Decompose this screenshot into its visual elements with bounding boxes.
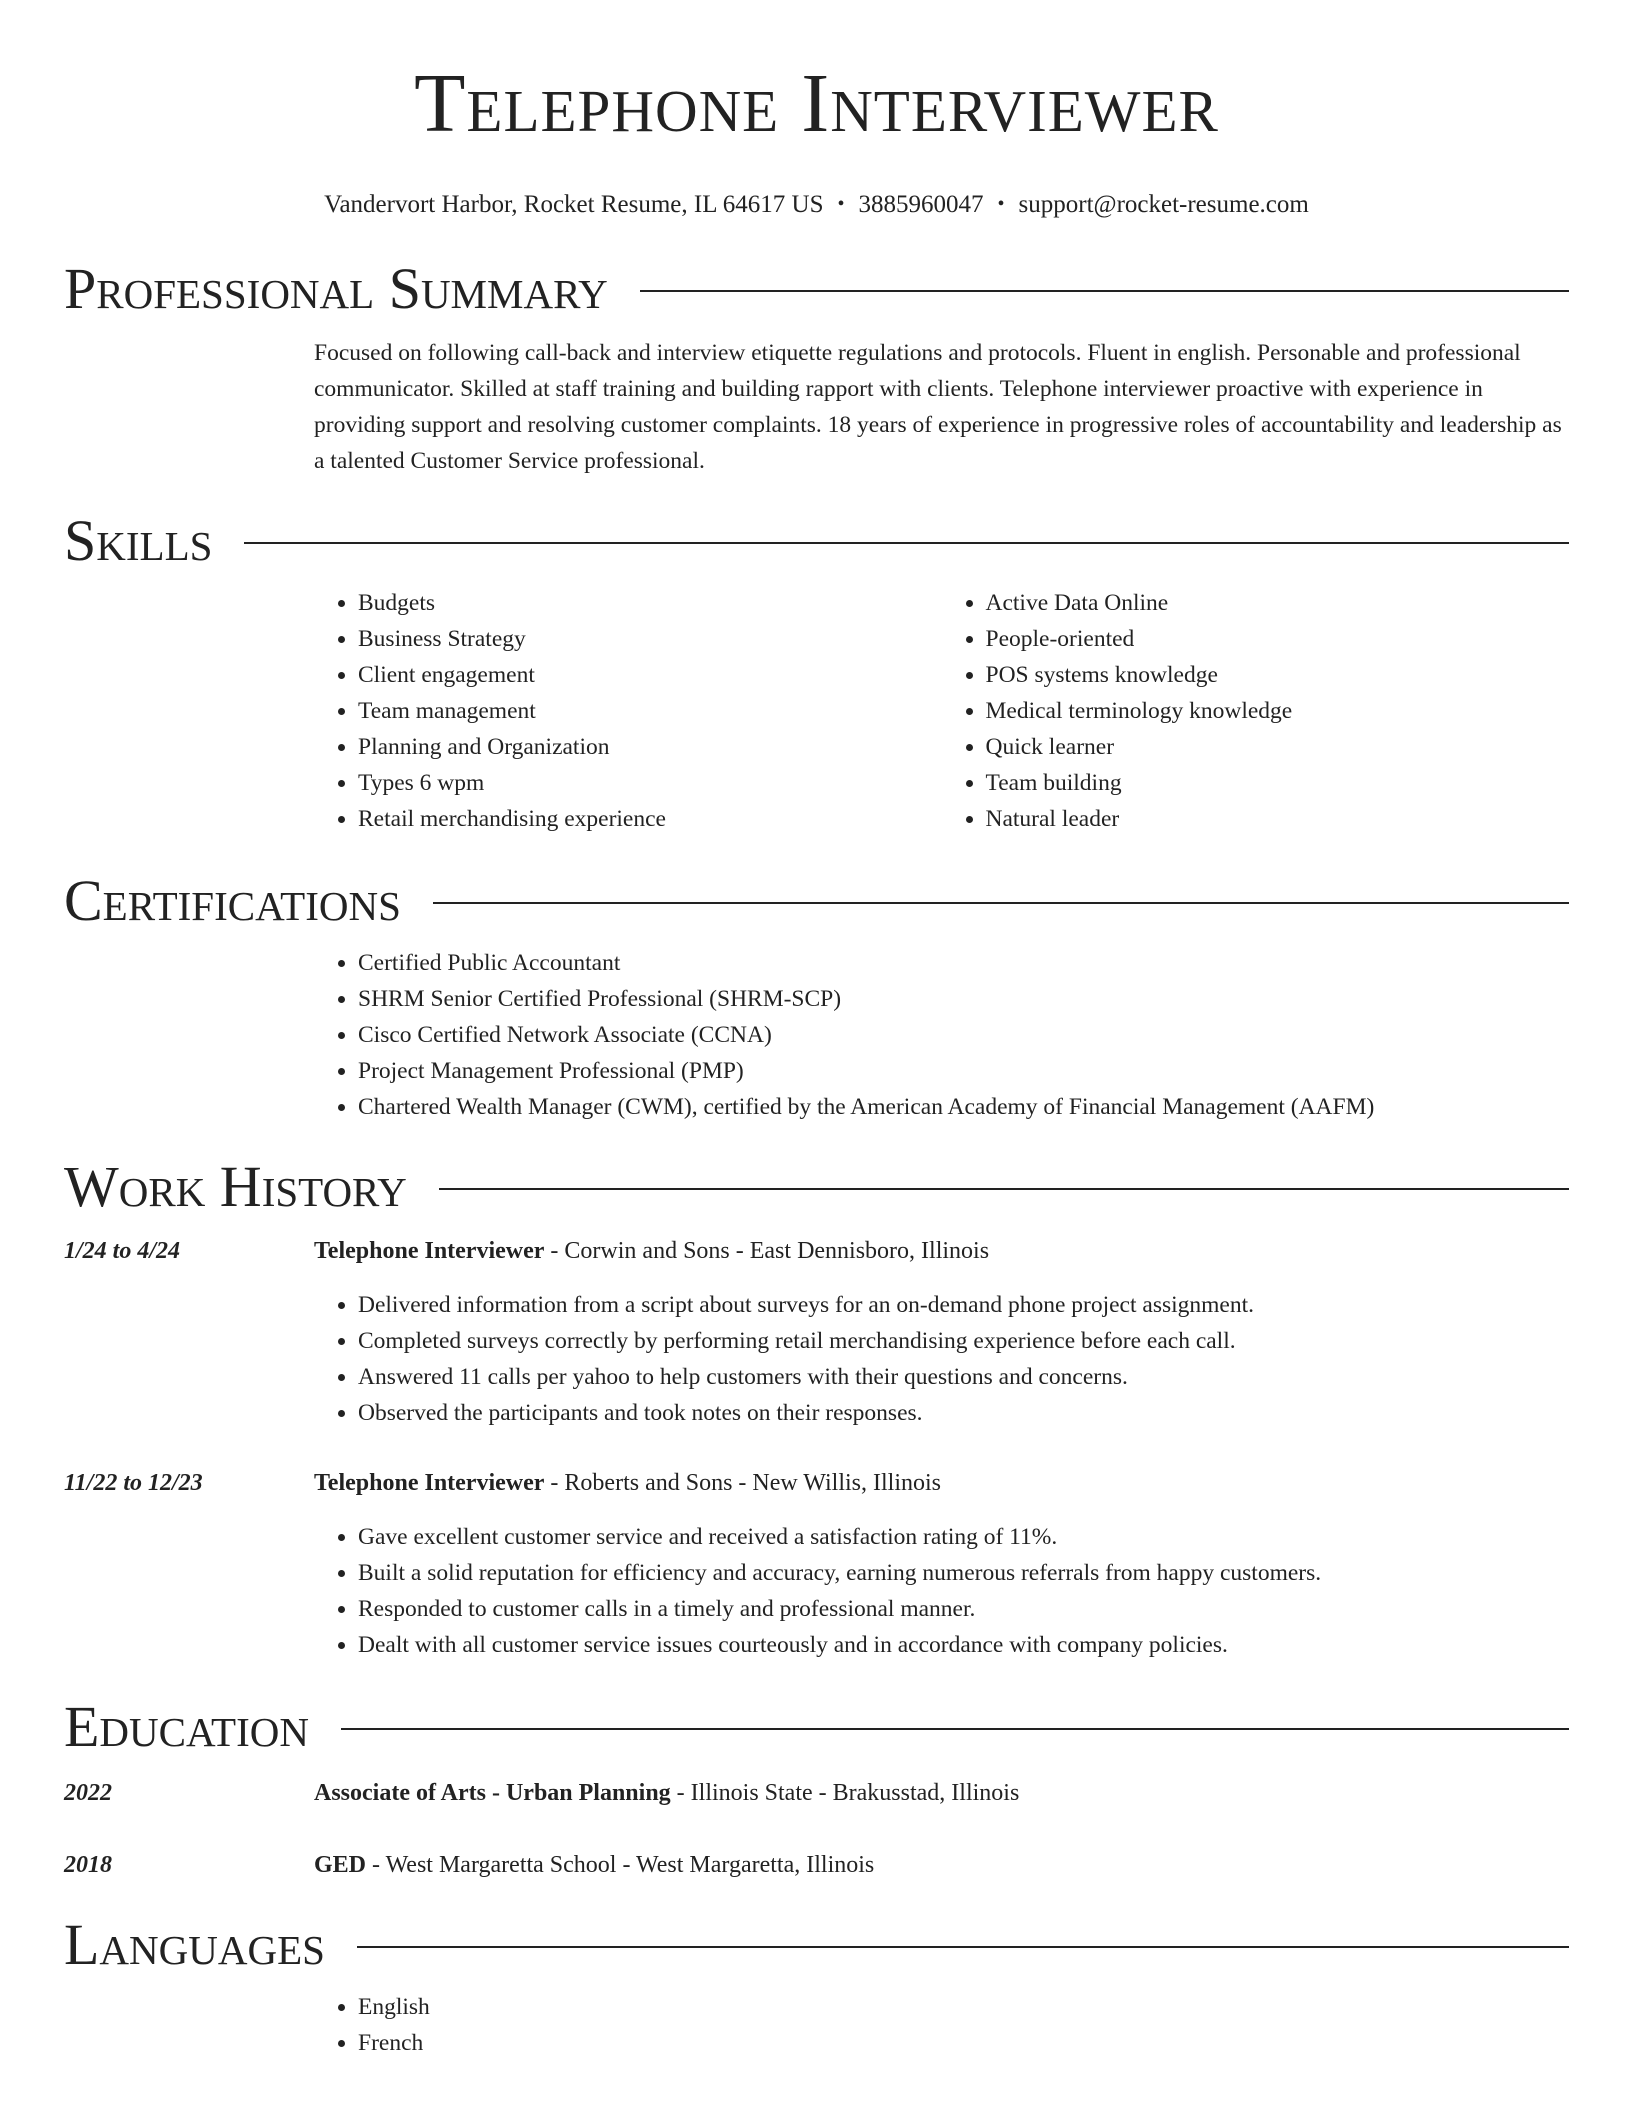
skill-item: • Planning and Organization [358,729,942,765]
job-bullet: • Responded to customer calls in a timely and professional manner. [358,1591,1569,1627]
job-dates: 11/22 to 12/23 [64,1470,203,1496]
job-entry [64,1233,1569,1431]
skill-item: • Team building [986,765,1570,801]
skills-section [64,509,1569,837]
section-title: Skills [64,508,213,573]
education-details: - Illinois State - Brakusstad, Illinois [670,1780,1020,1806]
certification-item: • Cisco Certified Network Associate (CCNA) [358,1017,1569,1053]
section-header [64,1913,1569,1977]
language-item: • French [358,2025,1569,2061]
work-history-section [64,1155,1569,1663]
skill-item: • Natural leader [986,801,1570,837]
skills-list-right [942,585,1570,837]
education-heading [314,1775,1019,1811]
summary-section [64,257,1569,479]
job-bullet: • Answered 11 calls per yahoo to help customers with their questions and concerns. [358,1359,1569,1395]
job-dates: 1/24 to 4/24 [64,1238,181,1264]
phone: 3885960047 [858,191,984,218]
job-bullets [314,1287,1569,1431]
education-degree: GED [314,1852,367,1878]
certification-item: • Certified Public Accountant [358,945,1569,981]
contact-line [64,190,1569,221]
education-year: 2018 [64,1852,112,1878]
job-bullet: • Delivered information from a script about surveys for an on-demand phone project assignment. [358,1287,1569,1323]
section-rule [640,290,1569,292]
separator-dot: • [837,193,845,215]
skill-item: • Team management [358,693,942,729]
job-title: Telephone Interviewer [314,1238,545,1264]
skill-item: • Types 6 wpm [358,765,942,801]
certification-item: • SHRM Senior Certified Professional (SHRM-SCP) [358,981,1569,1017]
education-entry [64,1847,1569,1883]
section-header [64,1155,1569,1219]
section-title: Certifications [64,868,401,933]
section-rule [244,542,1569,544]
section-header [64,1695,1569,1759]
certifications-section [64,869,1569,1125]
languages-list [314,1989,1569,2061]
skill-item: • POS systems knowledge [986,657,1570,693]
section-rule [439,1188,1569,1190]
summary-text: Focused on following call-back and interview etiquette regulations and protocols. Fluent in english. Personable and professional communicator. Skilled at staff training and building rapport with clients. Telephone interviewer proactive with experience in providing support and resolving customer complaints. 18 years of experience in progressive roles of accountability and leadership as a talented Customer Service professional. [314,340,1562,474]
resume-title: Telephone Interviewer [414,57,1219,150]
skill-item: • Client engagement [358,657,942,693]
job-details: - Roberts and Sons - New Willis, Illinois [544,1470,941,1496]
section-title: Work History [64,1154,407,1219]
job-bullets [314,1519,1569,1663]
job-bullet: • Observed the participants and took notes on their responses. [358,1395,1569,1431]
skills-list-left [314,585,942,837]
job-bullet: • Dealt with all customer service issues courteously and in accordance with company policies. [358,1627,1569,1663]
skill-item: • Retail merchandising experience [358,801,942,837]
job-bullet: • Gave excellent customer service and received a satisfaction rating of 11%. [358,1519,1569,1555]
education-degree: Associate of Arts - Urban Planning [314,1780,671,1806]
job-bullet: • Built a solid reputation for efficiency and accuracy, earning numerous referrals from happy customers. [358,1555,1569,1591]
skill-item: • Medical terminology knowledge [986,693,1570,729]
skill-item: • People-oriented [986,621,1570,657]
section-rule [357,1946,1569,1948]
section-header [64,509,1569,573]
separator-dot: • [997,193,1005,215]
section-rule [433,902,1569,904]
job-bullet: • Completed surveys correctly by performing retail merchandising experience before each call. [358,1323,1569,1359]
section-title: Languages [64,1912,325,1977]
section-header [64,257,1569,321]
section-title: Education [64,1694,309,1759]
email: support@rocket-resume.com [1018,191,1309,218]
certification-item: • Project Management Professional (PMP) [358,1053,1569,1089]
languages-section [64,1913,1569,2061]
education-section [64,1695,1569,1883]
job-heading [314,1233,989,1269]
skill-item: • Business Strategy [358,621,942,657]
section-title: Professional Summary [64,256,608,321]
job-heading [314,1465,941,1501]
education-entry [64,1775,1569,1811]
address: Vandervort Harbor, Rocket Resume, IL 64617 US [324,191,824,218]
skill-item: • Quick learner [986,729,1570,765]
education-details: - West Margaretta School - West Margaretta, Illinois [366,1852,875,1878]
job-title: Telephone Interviewer [314,1470,545,1496]
section-header [64,869,1569,933]
education-year: 2022 [64,1780,112,1806]
language-item: • English [358,1989,1569,2025]
education-heading [314,1847,874,1883]
certifications-list [314,945,1569,1125]
job-details: - Corwin and Sons - East Dennisboro, Illinois [544,1238,990,1264]
section-rule [341,1728,1569,1730]
job-entry [64,1465,1569,1663]
skill-item: • Budgets [358,585,942,621]
skill-item: • Active Data Online [986,585,1570,621]
certification-item: • Chartered Wealth Manager (CWM), certified by the American Academy of Financial Management (AAFM) [358,1089,1569,1125]
